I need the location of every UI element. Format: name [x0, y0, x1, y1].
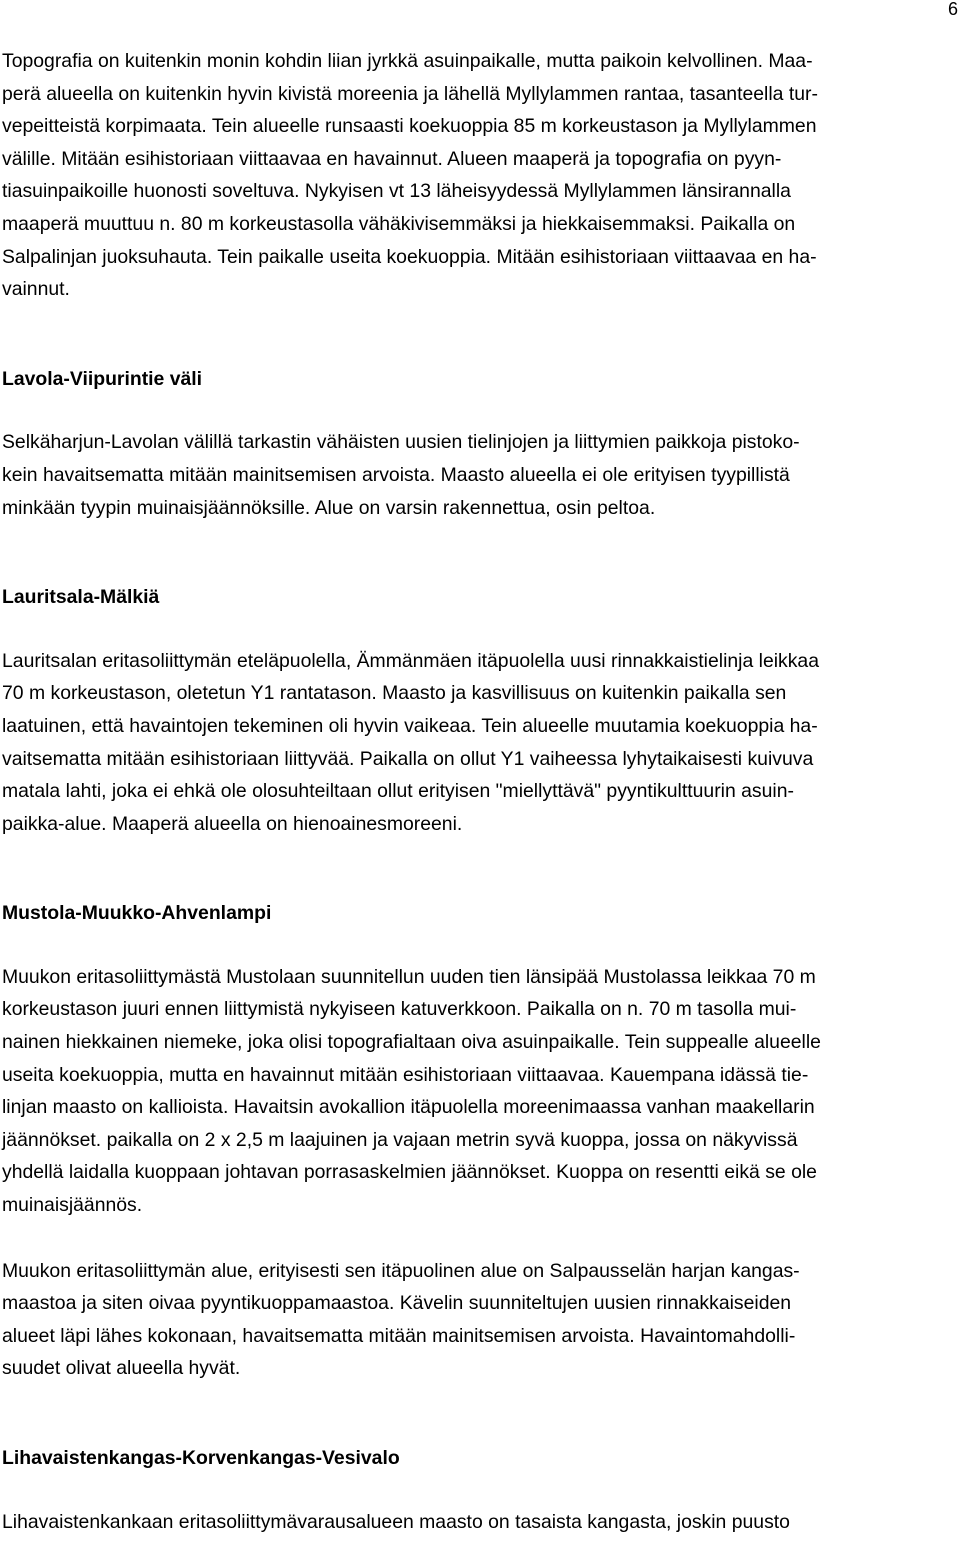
text-line: Salpalinjan juoksuhauta. Tein paikalle useita koekuoppia. Mitään esihistoriaan viittaavaa en ha- [2, 245, 817, 268]
text-line: yhdellä laidalla kuoppaan johtavan porrasaskelmien jäännökset. Kuoppa on resentti eikä se ole [2, 1161, 817, 1184]
paragraph [2, 1255, 957, 1385]
section-heading: Lauritsala-Mälkiä [2, 586, 160, 609]
section-heading: Lavola-Viipurintie väli [2, 367, 203, 390]
text-line: kein havaitsematta mitään mainitsemisen arvoista. Maasto alueella ei ole erityisen tyypillistä [2, 463, 790, 486]
paragraph [2, 1506, 957, 1539]
text-line: nainen hiekkainen niemeke, joka olisi topografialtaan oiva asuinpaikalle. Tein suppealle alueelle [2, 1031, 821, 1054]
text-line: Muukon eritasoliittymästä Mustolaan suunnitellun uuden tien länsipää Mustolassa leikkaa 70 m [2, 965, 816, 988]
text-line: Topografia on kuitenkin monin kohdin liian jyrkkä asuinpaikalle, mutta paikoin kelvollinen. Maa- [2, 50, 813, 72]
text-line: maaperä muuttuu n. 80 m korkeustasolla vähäkivisemmäksi ja hiekkaisemmaksi. Paikalla on [2, 212, 796, 235]
text-line: minkään tyypin muinaisjäännöksille. Alue on varsin rakennettua, osin peltoa. [2, 496, 656, 519]
text-line: perä alueella on kuitenkin hyvin kivistä moreenia ja lähellä Myllylammen rantaa, tasanteella tur- [2, 82, 818, 105]
text-line: Lihavaistenkankaan eritasoliittymävarausalueen maasto on tasaista kangasta, joskin puusto [2, 1510, 790, 1533]
text-line: linjan maasto on kallioista. Havaitsin avokallion itäpuolella moreenimaassa vanhan maakellarin [2, 1096, 815, 1119]
text-line: Lauritsalan eritasoliittymän eteläpuolella, Ämmänmäen itäpuolella uusi rinnakkaistielinja leikkaa [2, 649, 820, 672]
text-line: muinaisjäännös. [2, 1194, 143, 1217]
spacer [2, 395, 957, 426]
paragraph [2, 645, 957, 841]
text-line: matala lahti, joka ei ehkä ole olosuhteiltaan ollut erityisen "miellyttävä" pyyntikulttuurin asuin- [2, 780, 794, 803]
text-line: paikka-alue. Maaperä alueella on hienoainesmoreeni. [2, 812, 463, 835]
text-line: Selkäharjun-Lavolan välillä tarkastin vähäisten uusien tielinjojen ja liittymien paikkoja pistoko- [2, 431, 800, 454]
spacer [2, 524, 957, 581]
spacer [2, 1385, 957, 1442]
spacer [2, 306, 957, 363]
spacer [2, 1475, 957, 1506]
text-line: laatuinen, että havaintojen tekeminen oli hyvin vaikeaa. Tein alueelle muutamia koekuoppia ha- [2, 714, 818, 737]
spacer [2, 614, 957, 645]
text-line: vepeitteistä korpimaata. Tein alueelle runsaasti koekuoppia 85 m korkeustason ja Myllylammen [2, 115, 817, 138]
section-heading: Lihavaistenkangas-Korvenkangas-Vesivalo [2, 1447, 400, 1469]
paragraph [2, 426, 957, 524]
paragraph [2, 45, 957, 306]
text-line: korkeustason juuri ennen liittymistä nykyiseen katuverkkoon. Paikalla on n. 70 m tasolla mui- [2, 998, 797, 1021]
text-line: jäännökset. paikalla on 2 x 2,5 m laajuinen ja vajaan metrin syvä kuoppa, jossa on näkyvissä [2, 1128, 798, 1151]
text-line: suudet olivat alueella hyvät. [2, 1357, 241, 1380]
text-line: vainnut. [2, 278, 70, 301]
text-line: vaitsematta mitään esihistoriaan liittyvää. Paikalla on ollut Y1 vaiheessa lyhytaikaisesti kuivuva [2, 747, 814, 770]
spacer [2, 930, 957, 961]
text-line: useita koekuoppia, mutta en havainnut mitään esihistoriaan viittaavaa. Kauempana idässä tie- [2, 1063, 809, 1086]
spacer [2, 840, 957, 897]
section-heading: Mustola-Muukko-Ahvenlampi [2, 902, 272, 925]
page-number: 6 [947, 0, 958, 19]
text-line: alueet läpi lähes kokonaan, havaitsematta mitään mainitsemisen arvoista. Havaintomahdolli- [2, 1324, 796, 1347]
text-line: maastoa ja siten oivaa pyyntikuoppamaastoa. Kävelin suunniteltujen uusien rinnakkaiseiden [2, 1292, 792, 1315]
text-line: 70 m korkeustason, oletetun Y1 rantatason. Maasto ja kasvillisuus on kuitenkin paikalla sen [2, 682, 787, 705]
spacer [2, 1222, 957, 1255]
text-line: tiasuinpaikoille huonosti soveltuva. Nykyisen vt 13 läheisyydessä Myllylammen länsirannalla [2, 180, 791, 203]
document-body [2, 45, 957, 1538]
paragraph [2, 961, 957, 1222]
text-line: Muukon eritasoliittymän alue, erityisesti sen itäpuolinen alue on Salpausselän harjan kangas- [2, 1259, 800, 1282]
text-line: välille. Mitään esihistoriaan viittaavaa en havainnut. Alueen maaperä ja topografia on pyyn- [2, 147, 782, 170]
